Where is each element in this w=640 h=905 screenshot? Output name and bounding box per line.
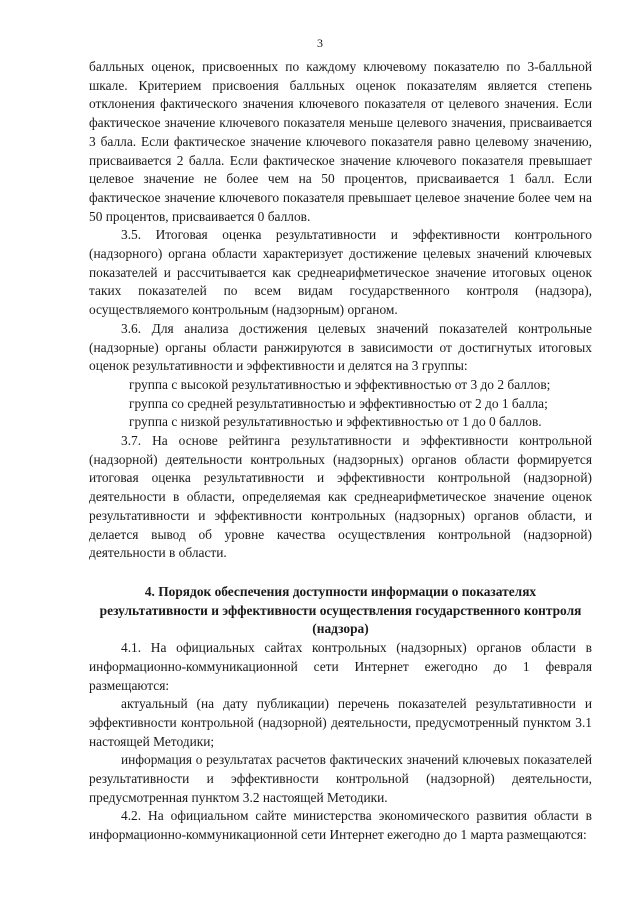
item-calculation-results: информация о результатах расчетов фактических значений ключевых показателей результативности и эффективности контрольной (надзорной) деятельности, предусмотренная пунктом 3.2 настоящей Методики. xyxy=(89,752,592,805)
paragraph-4-2: 4.2. На официальном сайте министерства экономического развития области в информационно-коммуникационной сети Интернет ежегодно до 1 марта размещаются: xyxy=(89,808,592,843)
paragraph-4-1: 4.1. На официальных сайтах контрольных (надзорных) органов области в информационно-коммуникационной сети Интернет ежегодно до 1 февраля размещаются: xyxy=(89,640,592,693)
paragraph-continuation: балльных оценок, присвоенных по каждому ключевому показателю по 3-балльной шкале. Критерием присвоения балльных оценок показателям является степень отклонения фактического значения ключевого показателя от целевого значения. Если фактическое значение ключевого показателя меньше целевого значения, присваивается 3 балла. Если фактическое значение ключевого показателя равно целевому значению, присваивается 2 балла. Если фактическое значение ключевого показателя превышает целевое значение не более чем на 50 процентов, присваивается 1 балл. Если фактическое значение ключевого показателя превышает целевое значение более чем на 50 процентов, присваивается 0 баллов. xyxy=(89,59,592,224)
group-low: группа с низкой результативностью и эффективностью от 1 до 0 баллов. xyxy=(129,414,542,430)
item-list-of-indicators: актуальный (на дату публикации) перечень показателей результативности и эффективности контрольной (надзорной) деятельности, предусмотренный пунктом 3.1 настоящей Методики; xyxy=(89,696,592,749)
group-medium: группа со средней результативностью и эффективностью от 2 до 1 балла; xyxy=(129,395,548,411)
paragraph-3-7: 3.7. На основе рейтинга результативности и эффективности контрольной (надзорной) деятельности контрольных (надзорных) органов области формируется итоговая оценка результативности и эффективности контрольной (надзорной) деятельности в области, определяемая как среднеарифметическое значение оценок результативности и эффективности контрольных (надзорных) органов области, и делается вывод об уровне качества осуществления контрольной (надзорной) деятельности в области. xyxy=(89,433,592,561)
section-heading-4: 4. Порядок обеспечения доступности информации о показателях результативности и эффективности осуществления государственного контроля (надзора) xyxy=(99,583,582,637)
page-number: 3 xyxy=(317,36,323,50)
paragraph-3-6: 3.6. Для анализа достижения целевых значений показателей контрольные (надзорные) органы области ранжируются в зависимости от достигнутых итоговых оценок результативности и эффективности и делятся на 3 группы: xyxy=(89,320,592,374)
paragraph-3-5: 3.5. Итоговая оценка результативности и эффективности контрольного (надзорного) органа области характеризует достижение целевых значений ключевых показателей и рассчитывается как среднеарифметическое значение итоговых оценок таких показателей по всем видам государственного контроля (надзора), осуществляемого контрольным (надзорным) органом. xyxy=(89,227,592,318)
group-high: группа с высокой результативностью и эффективностью от 3 до 2 баллов; xyxy=(129,376,551,392)
document-body xyxy=(89,58,592,845)
